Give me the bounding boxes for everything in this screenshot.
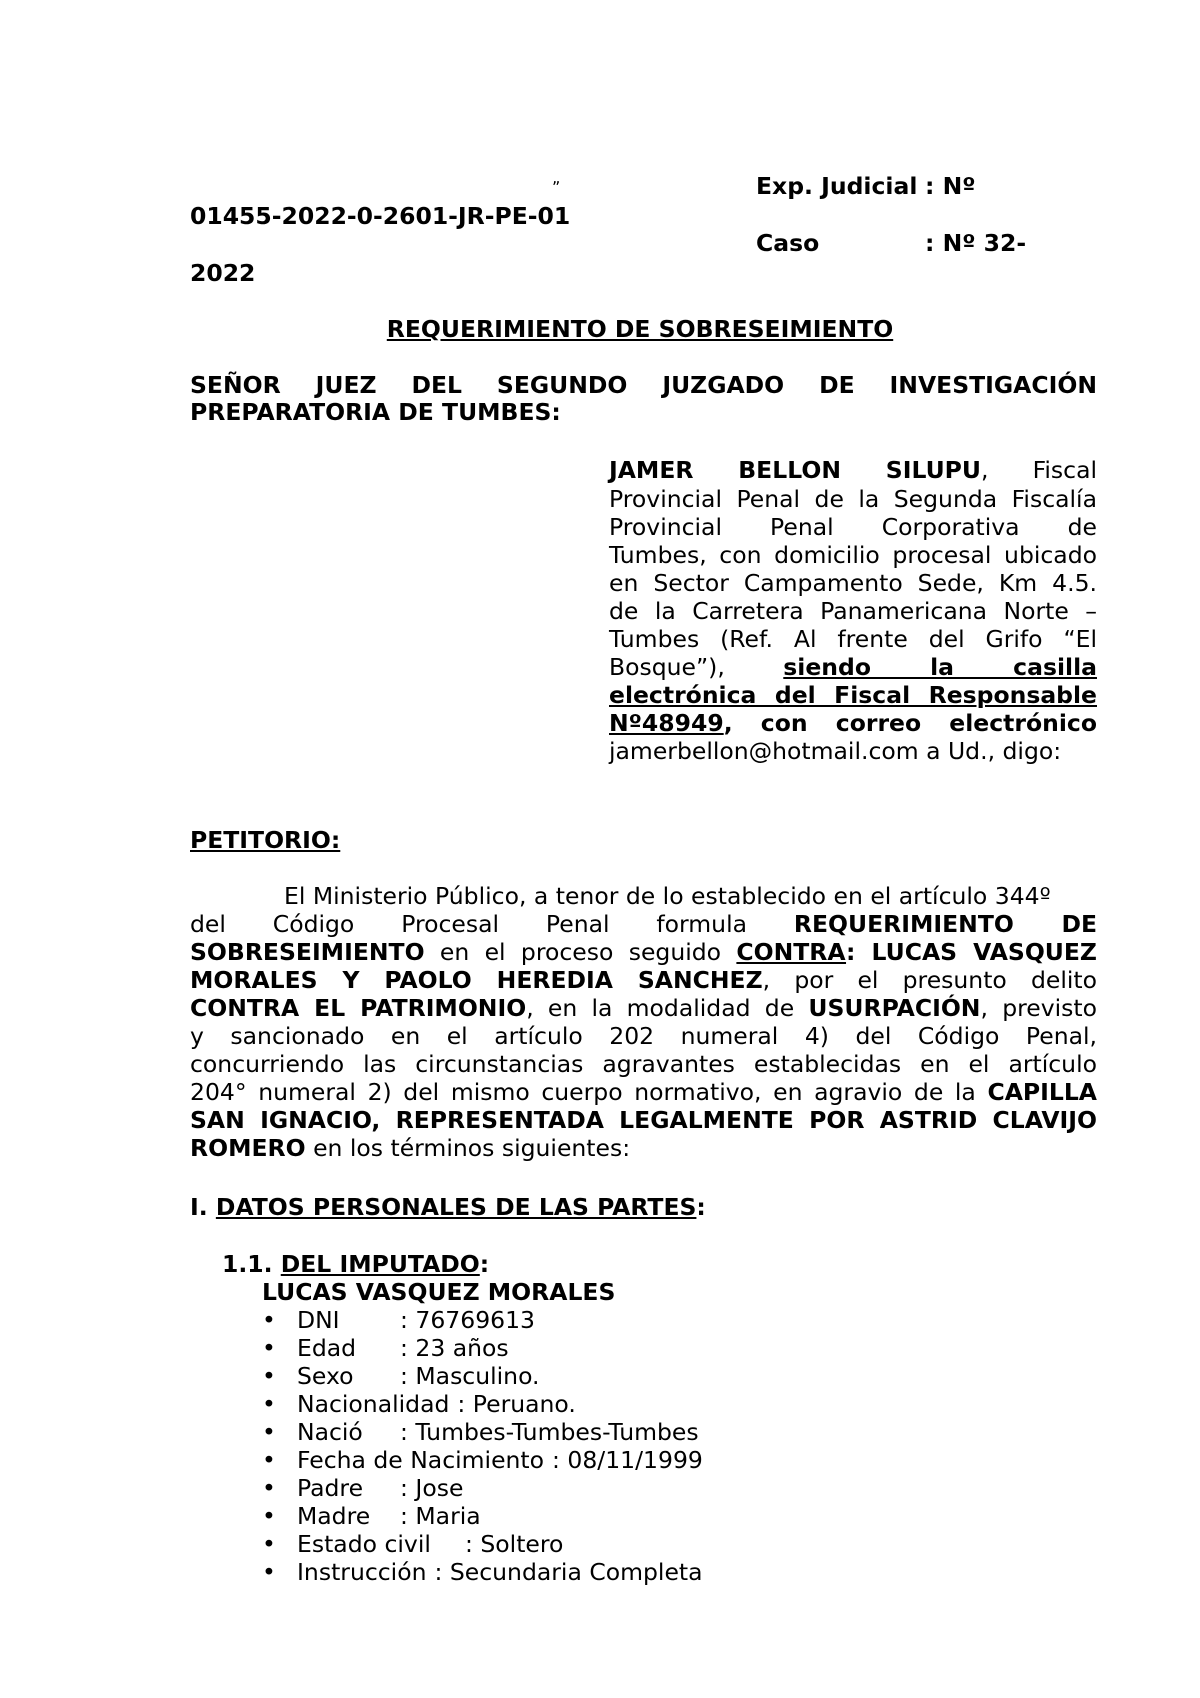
detail-value: : Peruano. bbox=[457, 1390, 576, 1418]
detail-label: Edad bbox=[297, 1334, 357, 1362]
detail-label: Instrucción bbox=[297, 1558, 427, 1586]
detail-value: : Secundaria Completa bbox=[434, 1558, 703, 1586]
bullet-icon: • bbox=[262, 1502, 276, 1530]
detail-label: Padre bbox=[297, 1474, 364, 1502]
intro-line-11: jamerbellon@hotmail.com a Ud., digo: bbox=[609, 737, 1062, 765]
bullet-icon: • bbox=[262, 1418, 276, 1446]
detail-value: : Soltero bbox=[465, 1530, 564, 1558]
caso-year: 2022 bbox=[190, 259, 256, 287]
section-1-1-heading: 1.1. DEL IMPUTADO: bbox=[222, 1250, 490, 1278]
detail-label: Fecha de Nacimiento bbox=[297, 1446, 545, 1474]
intro-line-4: Tumbes, con domicilio procesal ubicado bbox=[609, 541, 1097, 569]
exp-number: 01455-2022-0-2601-JR-PE-01 bbox=[190, 202, 571, 230]
addressee-line-1: SEÑOR JUEZ DEL SEGUNDO JUZGADO DE INVESTIGACIÓN bbox=[190, 371, 1097, 399]
bullet-icon: • bbox=[262, 1446, 276, 1474]
bullet-icon: • bbox=[262, 1530, 276, 1558]
detail-label: DNI bbox=[297, 1306, 340, 1334]
exp-label: Exp. Judicial bbox=[756, 172, 918, 200]
petitorio-heading: PETITORIO: bbox=[190, 826, 341, 854]
bullet-icon: • bbox=[262, 1334, 276, 1362]
document-title: REQUERIMIENTO DE SOBRESEIMIENTO bbox=[386, 315, 894, 343]
addressee-line-2: PREPARATORIA DE TUMBES: bbox=[190, 398, 561, 426]
intro-line-2: Provincial Penal de la Segunda Fiscalía bbox=[609, 485, 1097, 513]
caso-sep: : Nº 32- bbox=[925, 229, 1027, 257]
petitorio-line-4: MORALES Y PAOLO HEREDIA SANCHEZ, por el presunto delito bbox=[190, 966, 1097, 994]
detail-label: Nacionalidad bbox=[297, 1390, 450, 1418]
header-mark: „ bbox=[552, 168, 561, 187]
detail-value: : Tumbes-Tumbes-Tumbes bbox=[400, 1418, 699, 1446]
detail-value: : Jose bbox=[400, 1474, 464, 1502]
detail-value: : Masculino. bbox=[400, 1362, 540, 1390]
petitorio-line-3: SOBRESEIMIENTO en el proceso seguido CONTRA: LUCAS VASQUEZ bbox=[190, 938, 1097, 966]
detail-label: Estado civil bbox=[297, 1530, 431, 1558]
intro-line-1: JAMER BELLON SILUPU, Fiscal bbox=[609, 456, 1097, 484]
bullet-icon: • bbox=[262, 1558, 276, 1586]
detail-value: : 08/11/1999 bbox=[552, 1446, 703, 1474]
intro-line-10: Nº48949, con correo electrónico bbox=[609, 709, 1097, 737]
caso-label: Caso bbox=[756, 229, 820, 257]
petitorio-line-7: concurriendo las circunstancias agravantes establecidas en el artículo bbox=[190, 1050, 1097, 1078]
petitorio-line-9: SAN IGNACIO, REPRESENTADA LEGALMENTE POR ASTRID CLAVIJO bbox=[190, 1106, 1097, 1134]
section-1-heading: I. DATOS PERSONALES DE LAS PARTES: bbox=[190, 1193, 706, 1221]
detail-label: Nació bbox=[297, 1418, 363, 1446]
intro-line-8: Bosque”), siendo la casilla bbox=[609, 653, 1097, 681]
bullet-icon: • bbox=[262, 1306, 276, 1334]
exp-sep: : Nº bbox=[925, 172, 976, 200]
bullet-icon: • bbox=[262, 1474, 276, 1502]
petitorio-line-1: El Ministerio Público, a tenor de lo establecido en el artículo 344º bbox=[284, 882, 1051, 910]
petitorio-line-6: y sancionado en el artículo 202 numeral 4) del Código Penal, bbox=[190, 1022, 1097, 1050]
petitorio-line-2: del Código Procesal Penal formula REQUERIMIENTO DE bbox=[190, 910, 1097, 938]
detail-value: : Maria bbox=[400, 1502, 481, 1530]
imputado-name: LUCAS VASQUEZ MORALES bbox=[262, 1278, 616, 1306]
intro-line-7: Tumbes (Ref. Al frente del Grifo “El bbox=[609, 625, 1097, 653]
bullet-icon: • bbox=[262, 1390, 276, 1418]
detail-value: : 76769613 bbox=[400, 1306, 535, 1334]
detail-label: Sexo bbox=[297, 1362, 354, 1390]
bullet-icon: • bbox=[262, 1362, 276, 1390]
detail-value: : 23 años bbox=[400, 1334, 509, 1362]
intro-line-6: de la Carretera Panamericana Norte – bbox=[609, 597, 1097, 625]
petitorio-line-10: ROMERO en los términos siguientes: bbox=[190, 1134, 631, 1162]
intro-line-3: Provincial Penal Corporativa de bbox=[609, 513, 1097, 541]
petitorio-line-8: 204° numeral 2) del mismo cuerpo normativo, en agravio de la CAPILLA bbox=[190, 1078, 1097, 1106]
intro-line-5: en Sector Campamento Sede, Km 4.5. bbox=[609, 569, 1097, 597]
detail-label: Madre bbox=[297, 1502, 371, 1530]
petitorio-line-5: CONTRA EL PATRIMONIO, en la modalidad de USURPACIÓN, previsto bbox=[190, 994, 1097, 1022]
intro-line-9: electrónica del Fiscal Responsable bbox=[609, 681, 1097, 709]
